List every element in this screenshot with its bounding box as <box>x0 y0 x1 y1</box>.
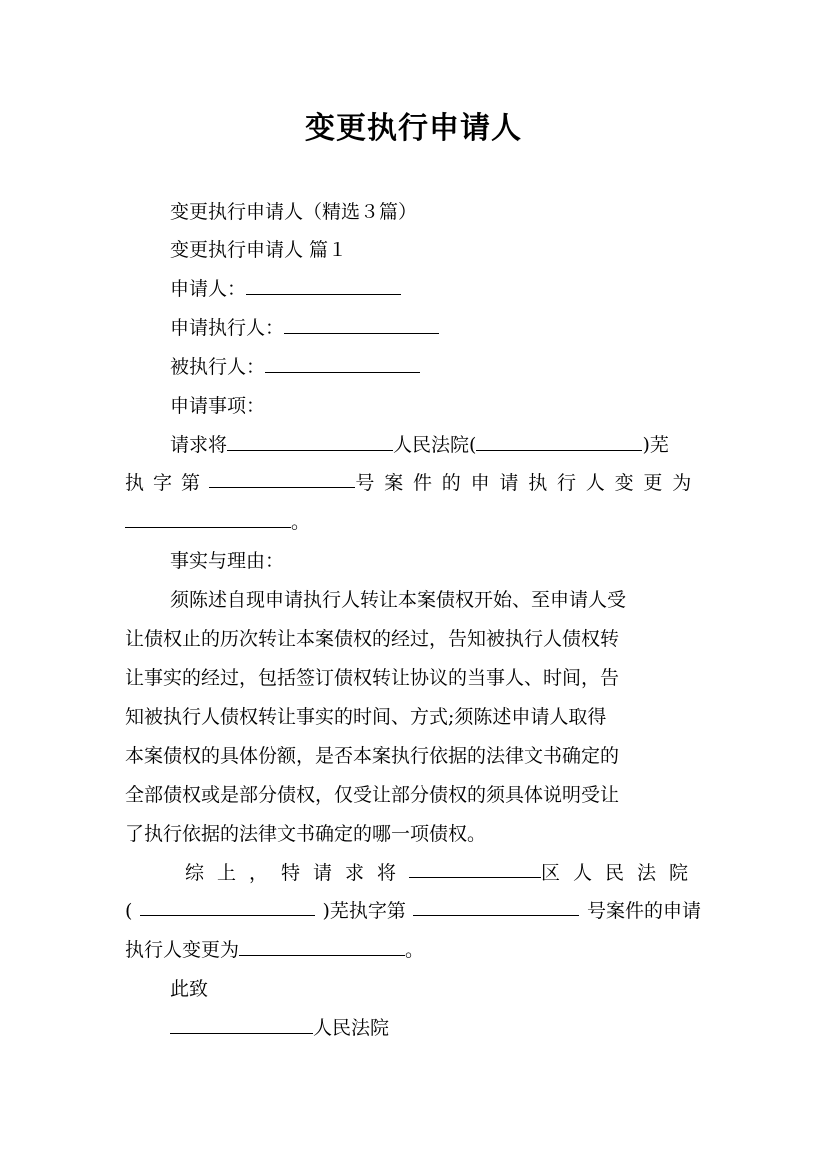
document-title: 变更执行申请人 <box>305 111 522 146</box>
facts-line-1: 须陈述自现申请执行人转让本案债权开始、至申请人受 <box>170 589 627 611</box>
request-text-2: 人民法院( <box>393 434 477 456</box>
applicant-blank[interactable] <box>246 278 401 295</box>
conclusion-text-7: 。 <box>405 939 425 961</box>
request-text-1: 请求将 <box>170 434 228 456</box>
closing-salutation: 此致 <box>170 978 209 1000</box>
conclusion-case-blank[interactable] <box>413 899 579 916</box>
conclusion-line-1 <box>125 861 701 885</box>
applicant-label: 申请人： <box>170 278 247 300</box>
new-applicant-blank[interactable] <box>125 511 291 528</box>
facts-line-6: 全部债权或是部分债权，仅受让部分债权的须具体说明受让 <box>125 784 620 806</box>
conclusion-line-3 <box>125 938 701 962</box>
conclusion-text-6: 执行人变更为 <box>125 939 240 961</box>
case-number-blank[interactable] <box>209 471 355 488</box>
collection-heading: 变更执行申请人（精选３篇） <box>170 201 418 223</box>
court-suffix: 人民法院 <box>313 1017 390 1039</box>
applicant-executor-field <box>125 316 701 340</box>
applicant-field <box>125 277 701 301</box>
conclusion-text-4: )芜执字第 <box>322 900 406 922</box>
conclusion-text-2: 区人民法院 <box>540 862 701 884</box>
applicant-executor-blank[interactable] <box>284 317 439 334</box>
applicant-executor-label: 申请执行人： <box>170 317 285 339</box>
request-line-3 <box>125 510 701 534</box>
facts-line-3: 让事实的经过，包括签订债权转让协议的当事人、时间，告 <box>125 667 620 689</box>
year-blank[interactable] <box>476 434 642 451</box>
conclusion-text-5: 号案件的申请 <box>586 900 701 922</box>
matters-label: 申请事项： <box>170 395 266 417</box>
district-court-blank[interactable] <box>409 861 541 878</box>
conclusion-text-3: ( <box>125 900 133 922</box>
court-blank[interactable] <box>227 434 393 451</box>
request-text-4: 执字第 <box>125 472 210 494</box>
conclusion-year-blank[interactable] <box>140 899 315 916</box>
request-text-5: 号案件的申请执行人变更为 <box>355 472 701 494</box>
request-line-1 <box>125 433 701 457</box>
part-heading: 变更执行申请人 篇１ <box>170 239 348 261</box>
request-text-3: )芜 <box>642 434 669 456</box>
executed-person-label: 被执行人： <box>170 356 266 378</box>
facts-label: 事实与理由： <box>170 550 285 572</box>
facts-line-4: 知被执行人债权转让事实的时间、方式;须陈述申请人取得 <box>125 706 607 728</box>
conclusion-text-1: 综上，特请求将 <box>185 862 410 884</box>
conclusion-line-2 <box>125 899 701 923</box>
request-line-2 <box>125 471 701 495</box>
court-name-blank[interactable] <box>170 1017 313 1034</box>
court-signature-line <box>125 1016 701 1040</box>
facts-line-7: 了执行依据的法律文书确定的哪一项债权。 <box>125 823 487 845</box>
executed-person-field <box>125 355 701 379</box>
conclusion-new-applicant-blank[interactable] <box>239 939 405 956</box>
facts-line-5: 本案债权的具体份额，是否本案执行依据的法律文书确定的 <box>125 745 620 767</box>
facts-line-2: 让债权止的历次转让本案债权的经过，告知被执行人债权转 <box>125 628 620 650</box>
executed-person-blank[interactable] <box>265 356 420 373</box>
request-text-6: 。 <box>291 511 311 533</box>
